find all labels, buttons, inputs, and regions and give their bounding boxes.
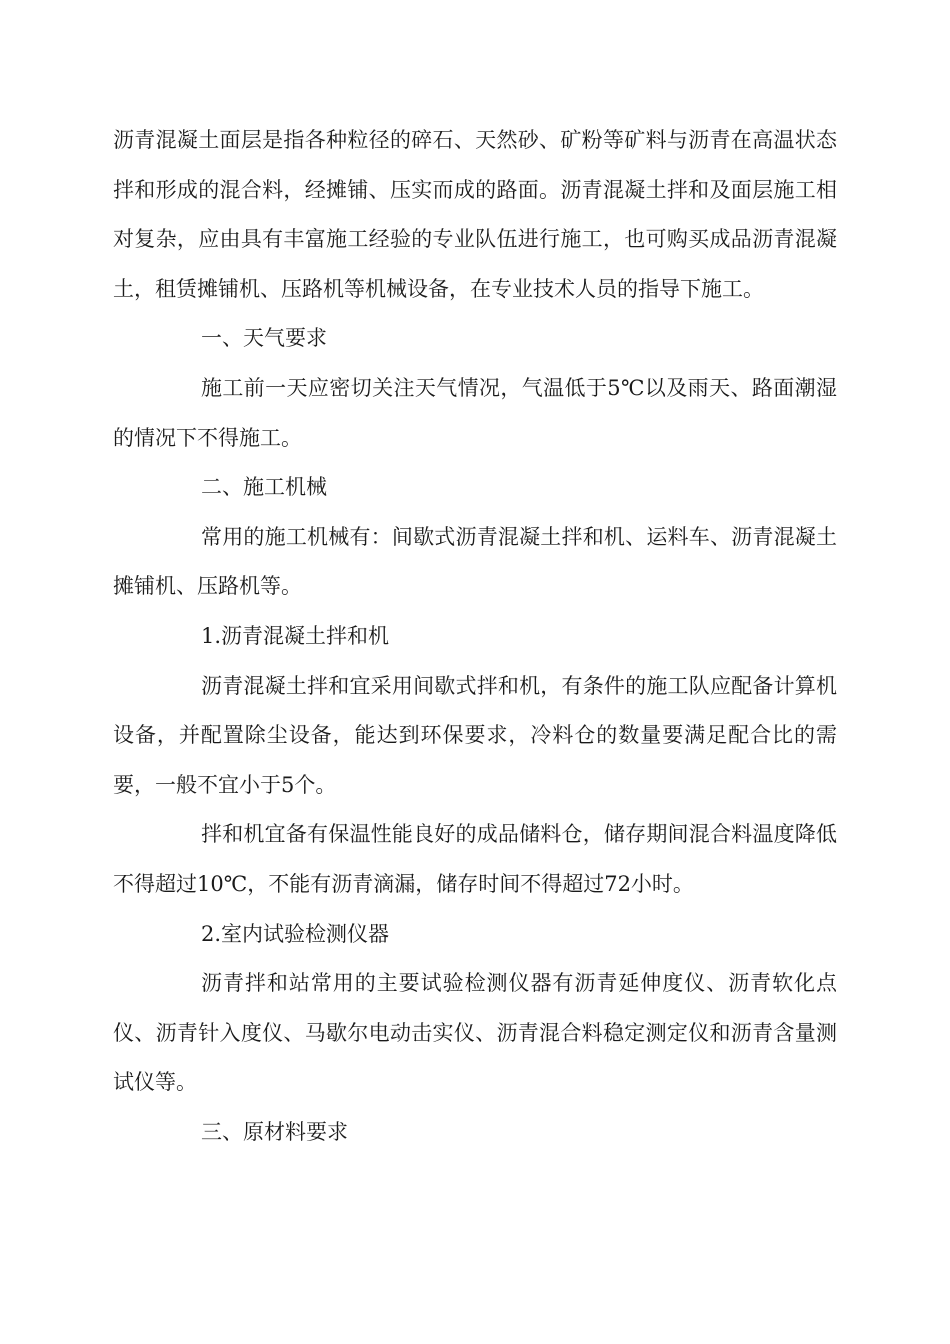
section-heading-raw-materials: 三、原材料要求 (201, 1119, 348, 1144)
weather-paragraph: 施工前一天应密切关注天气情况，气温低于5℃以及雨天、路面潮湿的情况下不得施工。 (113, 375, 837, 450)
machinery-paragraph: 常用的施工机械有：间歇式沥青混凝土拌和机、运料车、沥青混凝土摊铺机、压路机等。 (113, 524, 837, 599)
mixer-paragraph-2: 拌和机宜备有保温性能良好的成品储料仓，储存期间混合料温度降低不得超过10℃，不能有沥青滴漏，储存时间不得超过72小时。 (113, 822, 837, 896)
subsection-heading-lab-instruments: 2.室内试验检测仪器 (201, 921, 390, 946)
section-heading-weather: 一、天气要求 (201, 326, 327, 351)
mixer-paragraph-1: 沥青混凝土拌和宜采用间歇式拌和机，有条件的施工队应配备计算机设备，并配置除尘设备，能达到环保要求，冷料仓的数量要满足配合比的需要，一般不宜小于5个。 (113, 673, 837, 797)
lab-instruments-paragraph: 沥青拌和站常用的主要试验检测仪器有沥青延伸度仪、沥青软化点仪、沥青针入度仪、马歇尔电动击实仪、沥青混合料稳定测定仪和沥青含量测试仪等。 (113, 971, 837, 1095)
intro-paragraph: 沥青混凝土面层是指各种粒径的碎石、天然砂、矿粉等矿料与沥青在高温状态拌和形成的混合料，经摊铺、压实而成的路面。沥青混凝土拌和及面层施工相对复杂，应由具有丰富施工经验的专业队伍进行施工，也可购买成品沥青混凝土，租赁摊铺机、压路机等机械设备，在专业技术人员的指导下施工。 (113, 128, 837, 301)
subsection-heading-mixer: 1.沥青混凝土拌和机 (201, 623, 390, 648)
section-heading-machinery: 二、施工机械 (201, 475, 327, 500)
document-body (113, 116, 837, 1157)
